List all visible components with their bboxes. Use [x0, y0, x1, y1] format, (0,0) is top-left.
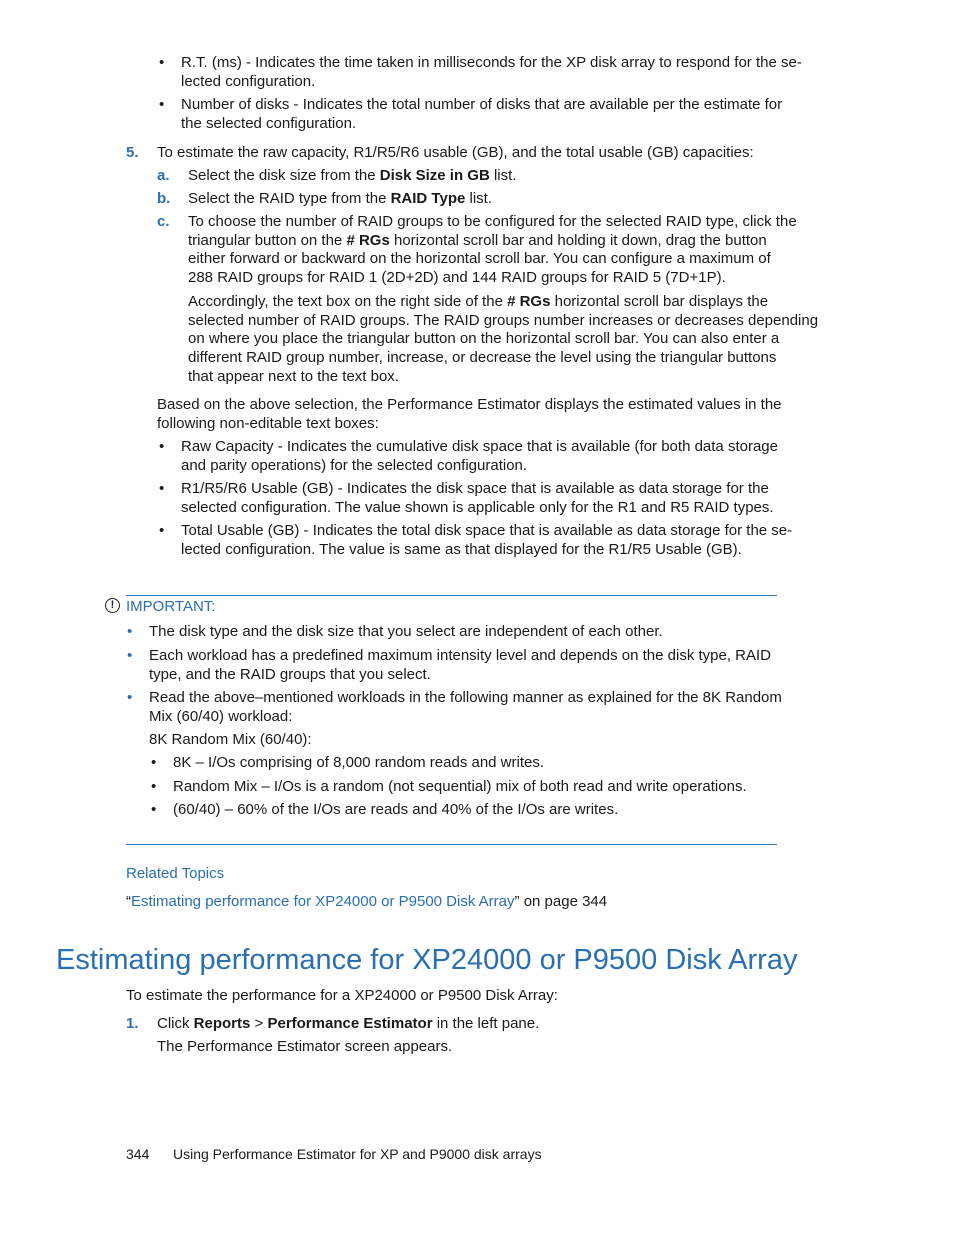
substep-letter: c.: [157, 213, 170, 230]
page-number: 344: [126, 1146, 150, 1162]
important-bullet-2: Each workload has a predefined maximum intensity level and depends on the disk type, RAID type, and the RAID groups that you select.: [149, 647, 772, 683]
workload-bullet: 8K – I/Os comprising of 8,000 random reads and writes.: [173, 754, 545, 771]
related-topic-item: “Estimating performance for XP24000 or P9500 Disk Array” on page 344: [126, 893, 608, 910]
related-topic-link[interactable]: Estimating performance for XP24000 or P9500 Disk Array: [131, 893, 515, 910]
based-on-paragraph: Based on the above selection, the Performance Estimator displays the estimated values in the following non-editable text boxes:: [157, 396, 782, 432]
related-topics-heading: Related Topics: [126, 865, 225, 882]
bullet-r1r5r6-usable: R1/R5/R6 Usable (GB) - Indicates the disk space that is available as data storage for the selected configuration. The value shown is applicable only for the R1 and R5 RAID types.: [181, 480, 774, 516]
bullet-dot: •: [159, 54, 165, 71]
important-bottom-rule: [126, 844, 777, 845]
bullet-raw-capacity: Raw Capacity - Indicates the cumulative disk space that is available (for both data storage and parity operations) for the selected configuration.: [181, 438, 778, 474]
substep-c: To choose the number of RAID groups to be configured for the selected RAID type, click the triangular button on the # RGs horizontal scroll bar and holding it down, drag the button either forward or backward on the horizontal scroll bar. You can configure a maximum of 288 RAID groups for RAID 1 (2D+2D) and 144 RAID groups for RAID 5 (7D+1P).: [188, 213, 797, 287]
substep-c-paragraph-2: Accordingly, the text box on the right side of the # RGs horizontal scroll bar displays the selected number of RAID groups. The RAID groups number increases or decreases depending on where you place the triangular button on the horizontal scroll bar. You can also enter a different RAID group number, increase, or decrease the level using the triangular buttons that appear next to the text box.: [188, 293, 819, 385]
step-number: 1.: [126, 1015, 139, 1032]
bullet-dot: •: [151, 801, 157, 818]
bullet-dot: •: [151, 778, 157, 795]
exclamation-circle-icon: !: [105, 598, 120, 613]
section-intro: To estimate the performance for a XP24000 or P9500 Disk Array:: [126, 987, 558, 1004]
bullet-dot: •: [127, 689, 133, 706]
footer-title: Using Performance Estimator for XP and P9000 disk arrays: [173, 1146, 542, 1162]
important-top-rule: [126, 595, 777, 596]
important-bullet-3: Read the above–mentioned workloads in the following manner as explained for the 8K Random Mix (60/40) workload:: [149, 689, 782, 725]
bullet-dot: •: [159, 480, 165, 497]
bullet-rt: R.T. (ms) - Indicates the time taken in milliseconds for the XP disk array to respond for the se- lected configuration.: [181, 54, 802, 90]
bullet-dot: •: [127, 647, 133, 664]
important-bullet-1: The disk type and the disk size that you select are independent of each other.: [149, 623, 663, 640]
bullet-dot: •: [151, 754, 157, 771]
bullet-dot: •: [159, 438, 165, 455]
bullet-num-disks: Number of disks - Indicates the total number of disks that are available per the estimate for the selected configuration.: [181, 96, 783, 132]
step-1-text: Click Reports > Performance Estimator in the left pane.: [157, 1015, 540, 1032]
workload-bullet: (60/40) – 60% of the I/Os are reads and 40% of the I/Os are writes.: [173, 801, 619, 818]
substep-b: Select the RAID type from the RAID Type list.: [188, 190, 492, 207]
substep-letter: a.: [157, 167, 170, 184]
step-1-result: The Performance Estimator screen appears.: [157, 1038, 453, 1055]
bullet-total-usable: Total Usable (GB) - Indicates the total disk space that is available as data storage for the se- lected configuration. The value is same as that displayed for the R1/R5 Usable (GB).: [181, 522, 793, 558]
step-5-text: To estimate the raw capacity, R1/R5/R6 usable (GB), and the total usable (GB) capacities:: [157, 144, 754, 161]
workload-bullet: Random Mix – I/Os is a random (not sequential) mix of both read and write operations.: [173, 778, 747, 795]
bullet-dot: •: [159, 522, 165, 539]
substep-a: Select the disk size from the Disk Size in GB list.: [188, 167, 517, 184]
section-title: Estimating performance for XP24000 or P9500 Disk Array: [56, 944, 798, 976]
important-label: IMPORTANT:: [126, 598, 216, 615]
bullet-dot: •: [127, 623, 133, 640]
step-number: 5.: [126, 144, 139, 161]
bullet-dot: •: [159, 96, 165, 113]
substep-letter: b.: [157, 190, 171, 207]
workload-subtitle: 8K Random Mix (60/40):: [149, 731, 312, 748]
